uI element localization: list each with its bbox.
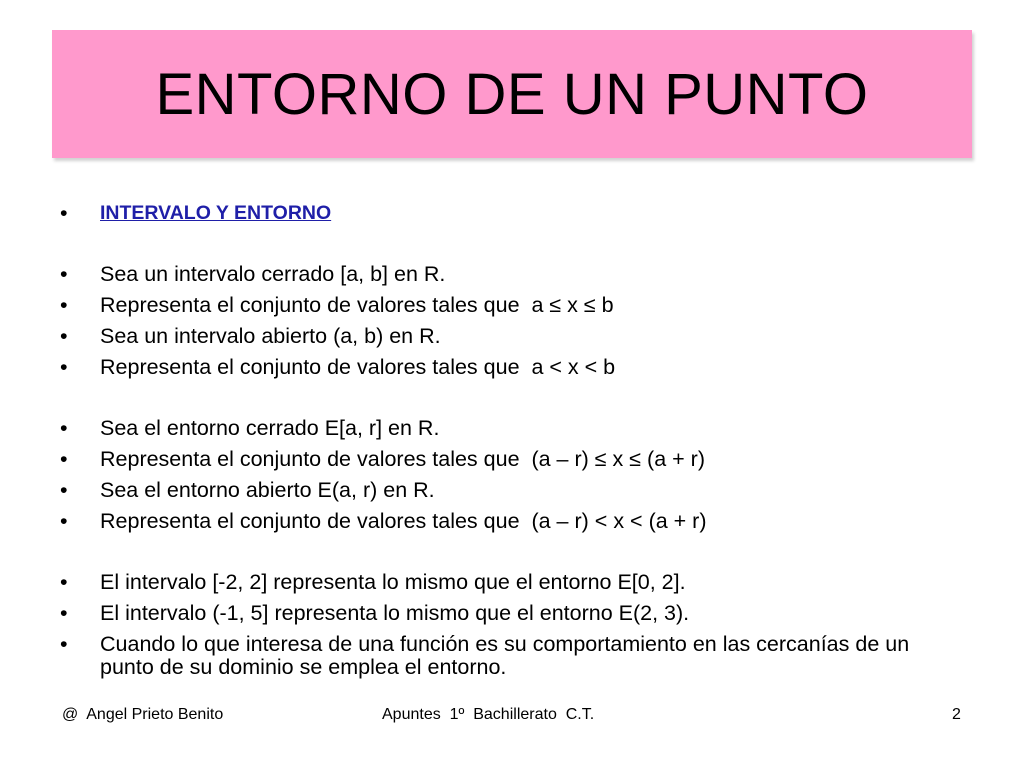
slide-content [60,198,960,679]
bullet-text: El intervalo [-2, 2] representa lo mismo que el entorno E[0, 2]. [100,570,686,594]
footer-author: @ Angel Prieto Benito [62,706,224,723]
footer-page-number: 2 [952,706,961,723]
bullet-text: Representa el conjunto de valores tales que a < x < b [100,355,616,379]
bullet-item [60,506,960,537]
spacer [60,229,960,259]
bullet-text: Representa el conjunto de valores tales que (a – r) < x < (a + r) [100,509,707,533]
bullet-marker: • [60,632,68,656]
bullet-text: Representa el conjunto de valores tales que (a – r) ≤ x ≤ (a + r) [100,447,705,471]
slide-footer [0,706,1024,730]
bullet-item [60,413,960,444]
title-banner [52,30,972,158]
bullet-item [60,259,960,290]
bullet-item [60,352,960,383]
bullet-item [60,475,960,506]
bullet-text: Sea el entorno cerrado E[a, r] en R. [100,416,440,440]
bullet-heading [60,198,960,229]
bullet-marker: • [60,201,68,225]
section-heading-link[interactable]: INTERVALO Y ENTORNO [100,202,332,224]
bullet-text: Cuando lo que interesa de una función es su comportamiento en las cercanías de un punto de su dominio se emplea el entorno. [100,632,916,679]
bullet-item [60,444,960,475]
bullet-marker: • [60,324,68,348]
bullet-marker: • [60,293,68,317]
bullet-item [60,629,960,679]
bullet-item [60,567,960,598]
bullet-text: Sea el entorno abierto E(a, r) en R. [100,478,435,502]
bullet-marker: • [60,355,68,379]
bullet-text: Representa el conjunto de valores tales que a ≤ x ≤ b [100,293,614,317]
slide-title: ENTORNO DE UN PUNTO [155,61,869,127]
bullet-text: Sea un intervalo cerrado [a, b] en R. [100,262,446,286]
bullet-item [60,321,960,352]
bullet-marker: • [60,478,68,502]
footer-course: Apuntes 1º Bachillerato C.T. [382,706,595,723]
bullet-marker: • [60,416,68,440]
bullet-marker: • [60,447,68,471]
bullet-text: El intervalo (-1, 5] representa lo mismo que el entorno E(2, 3). [100,601,690,625]
bullet-marker: • [60,509,68,533]
bullet-marker: • [60,601,68,625]
bullet-marker: • [60,262,68,286]
bullet-marker: • [60,570,68,594]
bullet-item [60,290,960,321]
spacer [60,537,960,567]
spacer [60,383,960,413]
bullet-text: Sea un intervalo abierto (a, b) en R. [100,324,441,348]
bullet-item [60,598,960,629]
